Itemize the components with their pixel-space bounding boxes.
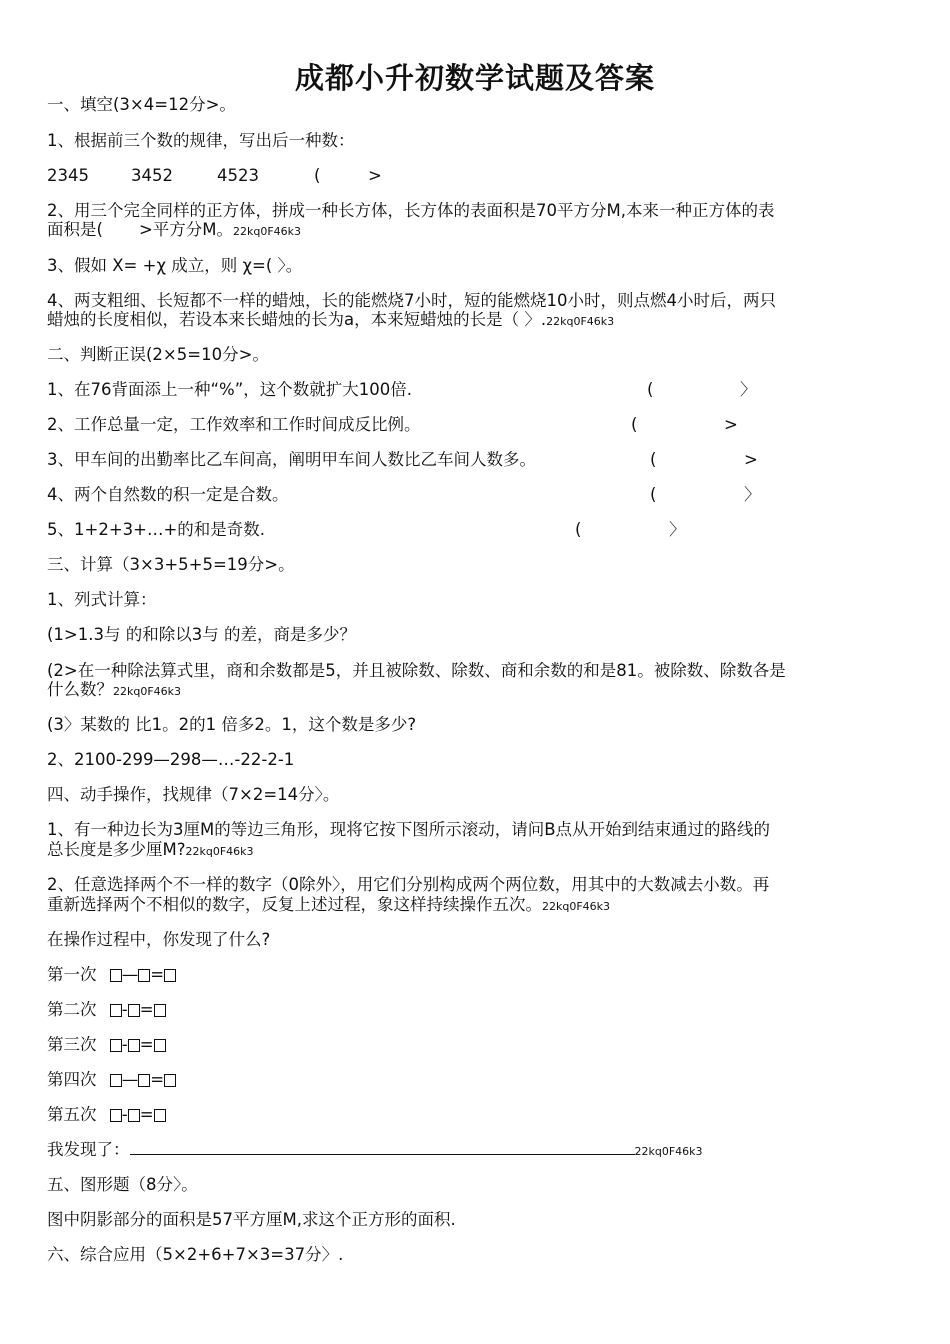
- answer-box[interactable]: [128, 1109, 140, 1122]
- seq-number-3: 4523: [217, 166, 259, 185]
- section-1-heading: 一、填空(3×4=12分>。: [47, 95, 236, 114]
- operation-label: 第二次: [47, 1000, 97, 1019]
- answer-paren-right: 〉: [669, 520, 686, 539]
- s3-question-2: 2、2100-299—298—…-22-2-1: [47, 750, 295, 769]
- judge-item: [47, 380, 905, 399]
- equals-sign: =: [150, 1070, 165, 1089]
- doc-tag: 22kq0F46k3: [233, 225, 302, 238]
- section-6-heading: 六、综合应用（5×2+6+7×3=37分〉.: [47, 1245, 344, 1264]
- judge-text: 4、两个自然数的积一定是合数。: [47, 485, 289, 504]
- answer-paren-right: 〉: [740, 380, 757, 399]
- s3-question-1-3: (3〉某数的 比1。2的1 倍多2。1，这个数是多少?: [47, 715, 417, 734]
- answer-paren-left: (: [575, 520, 582, 539]
- s4q1-text: 总长度是多少厘M?: [47, 840, 186, 859]
- answer-box[interactable]: [110, 1039, 122, 1052]
- answer-box[interactable]: [164, 969, 176, 982]
- answer-paren-right: >: [744, 450, 758, 469]
- s1-q1-sequence: [47, 166, 905, 185]
- operation-label: 第一次: [47, 965, 97, 984]
- equals-sign: =: [139, 1035, 154, 1054]
- judge-text: 1、在76背面添上一种“%”，这个数就扩大100倍.: [47, 380, 413, 399]
- section-3-heading: 三、计算（3×3+5+5=19分>。: [47, 555, 295, 574]
- answer-box[interactable]: [110, 969, 122, 982]
- section-5-heading: 五、图形题（8分〉。: [47, 1175, 198, 1194]
- answer-paren-right: >: [724, 415, 738, 434]
- answer-box[interactable]: [154, 1109, 166, 1122]
- answer-paren-right: 〉: [744, 485, 761, 504]
- seq-number-2: 3452: [131, 166, 173, 185]
- s5-question: 图中阴影部分的面积是57平方厘M,求这个正方形的面积.: [47, 1210, 456, 1229]
- s3-question-1-1: (1>1.3与 的和除以3与 的差，商是多少？: [47, 625, 356, 644]
- answer-paren-left: (: [647, 380, 654, 399]
- s4q2-text: 重新选择两个不相似的数字，反复上述过程，象这样持续操作五次。: [47, 895, 542, 914]
- s3-question-1-2-line1: (2>在一种除法算式里，商和余数都是5，并且被除数、除数、商和余数的和是81。被除数、除数各是: [47, 661, 786, 680]
- s3-question-1: 1、列式计算：: [47, 590, 157, 609]
- operator: -: [121, 1000, 128, 1019]
- answer-box[interactable]: [110, 1109, 122, 1122]
- findings-answer-blank[interactable]: [130, 1142, 635, 1155]
- equals-sign: =: [139, 1105, 154, 1124]
- answer-paren-left: (: [314, 166, 321, 185]
- s1-question-4-line1: 4、两支粗细、长短都不一样的蜡烛，长的能燃烧7小时，短的能燃烧10小时，则点燃4小时后，两只: [47, 291, 776, 310]
- doc-tag: 22kq0F46k3: [113, 685, 182, 698]
- findings-label: 我发现了：: [47, 1140, 130, 1159]
- judge-text: 3、甲车间的出勤率比乙车间高，阐明甲车间人数比乙车间人数多。: [47, 450, 536, 469]
- section-2-heading: 二、判断正误(2×5=10分>。: [47, 345, 269, 364]
- answer-box[interactable]: [154, 1004, 166, 1017]
- operator: -: [121, 1035, 128, 1054]
- s3-question-1-2-line2: [47, 680, 905, 701]
- operation-row: [47, 1105, 905, 1124]
- answer-box[interactable]: [138, 969, 150, 982]
- judge-text: 2、工作总量一定，工作效率和工作时间成反比例。: [47, 415, 421, 434]
- page-title: 成都小升初数学试题及答案: [294, 61, 655, 95]
- operation-row: [47, 1035, 905, 1054]
- operation-label: 第三次: [47, 1035, 97, 1054]
- answer-box[interactable]: [164, 1074, 176, 1087]
- s1-question-4-line2: [47, 310, 905, 331]
- s4-question-2-prompt: 在操作过程中，你发现了什么?: [47, 930, 271, 949]
- seq-number-1: 2345: [47, 166, 89, 185]
- judge-item: [47, 415, 905, 434]
- findings-line: [47, 1140, 905, 1161]
- judge-item: [47, 485, 905, 504]
- operation-row: [47, 1070, 905, 1089]
- q12-text: 什么数？: [47, 680, 113, 699]
- judge-text: 5、1+2+3+…+的和是奇数.: [47, 520, 266, 539]
- section-4-heading: 四、动手操作，找规律（7×2=14分〉。: [47, 785, 340, 804]
- q4-text: 蜡烛的长度相似，若设本来长蜡烛的长为a，本来短蜡烛的长是（ 〉.: [47, 310, 547, 329]
- operation-label: 第五次: [47, 1105, 97, 1124]
- operator: -: [121, 1105, 128, 1124]
- doc-tag: 22kq0F46k3: [546, 315, 615, 328]
- s4-question-1-line1: 1、有一种边长为3厘M的等边三角形，现将它按下图所示滚动，请问B点从开始到结束通过的路线的: [47, 820, 771, 839]
- answer-paren-left: (: [650, 485, 657, 504]
- answer-box[interactable]: [154, 1039, 166, 1052]
- s1-question-1: 1、根据前三个数的规律，写出后一种数：: [47, 131, 355, 150]
- s1-question-2-line2: [47, 220, 905, 241]
- answer-paren-left: (: [631, 415, 638, 434]
- s1-question-2-line1: 2、用三个完全同样的正方体，拼成一种长方体，长方体的表面积是70平方分M,本来一种正方体的表: [47, 201, 775, 220]
- q2-text-b: >平方分M。: [138, 220, 233, 239]
- q2-text-a: 面积是(: [47, 220, 103, 239]
- operation-row: [47, 1000, 905, 1019]
- equals-sign: =: [139, 1000, 154, 1019]
- doc-tag: 22kq0F46k3: [185, 845, 254, 858]
- answer-box[interactable]: [110, 1004, 122, 1017]
- doc-tag: 22kq0F46k3: [634, 1145, 703, 1158]
- answer-box[interactable]: [138, 1074, 150, 1087]
- s4-question-2-line2: [47, 895, 905, 916]
- answer-paren-right: >: [368, 166, 382, 185]
- s1-question-3: 3、假如 X= +χ 成立，则 χ=( 〉。: [47, 256, 303, 275]
- answer-box[interactable]: [128, 1004, 140, 1017]
- judge-item: [47, 520, 905, 539]
- equals-sign: =: [150, 965, 165, 984]
- operator: —: [121, 965, 139, 984]
- doc-tag: 22kq0F46k3: [542, 900, 611, 913]
- judge-item: [47, 450, 905, 469]
- operation-label: 第四次: [47, 1070, 97, 1089]
- answer-box[interactable]: [128, 1039, 140, 1052]
- operator: —: [121, 1070, 139, 1089]
- answer-box[interactable]: [110, 1074, 122, 1087]
- s4-question-2-line1: 2、任意选择两个不一样的数字（0除外〉，用它们分别构成两个两位数，用其中的大数减去小数。再: [47, 875, 770, 894]
- s4-question-1-line2: [47, 840, 905, 861]
- operation-row: [47, 965, 905, 984]
- answer-paren-left: (: [650, 450, 657, 469]
